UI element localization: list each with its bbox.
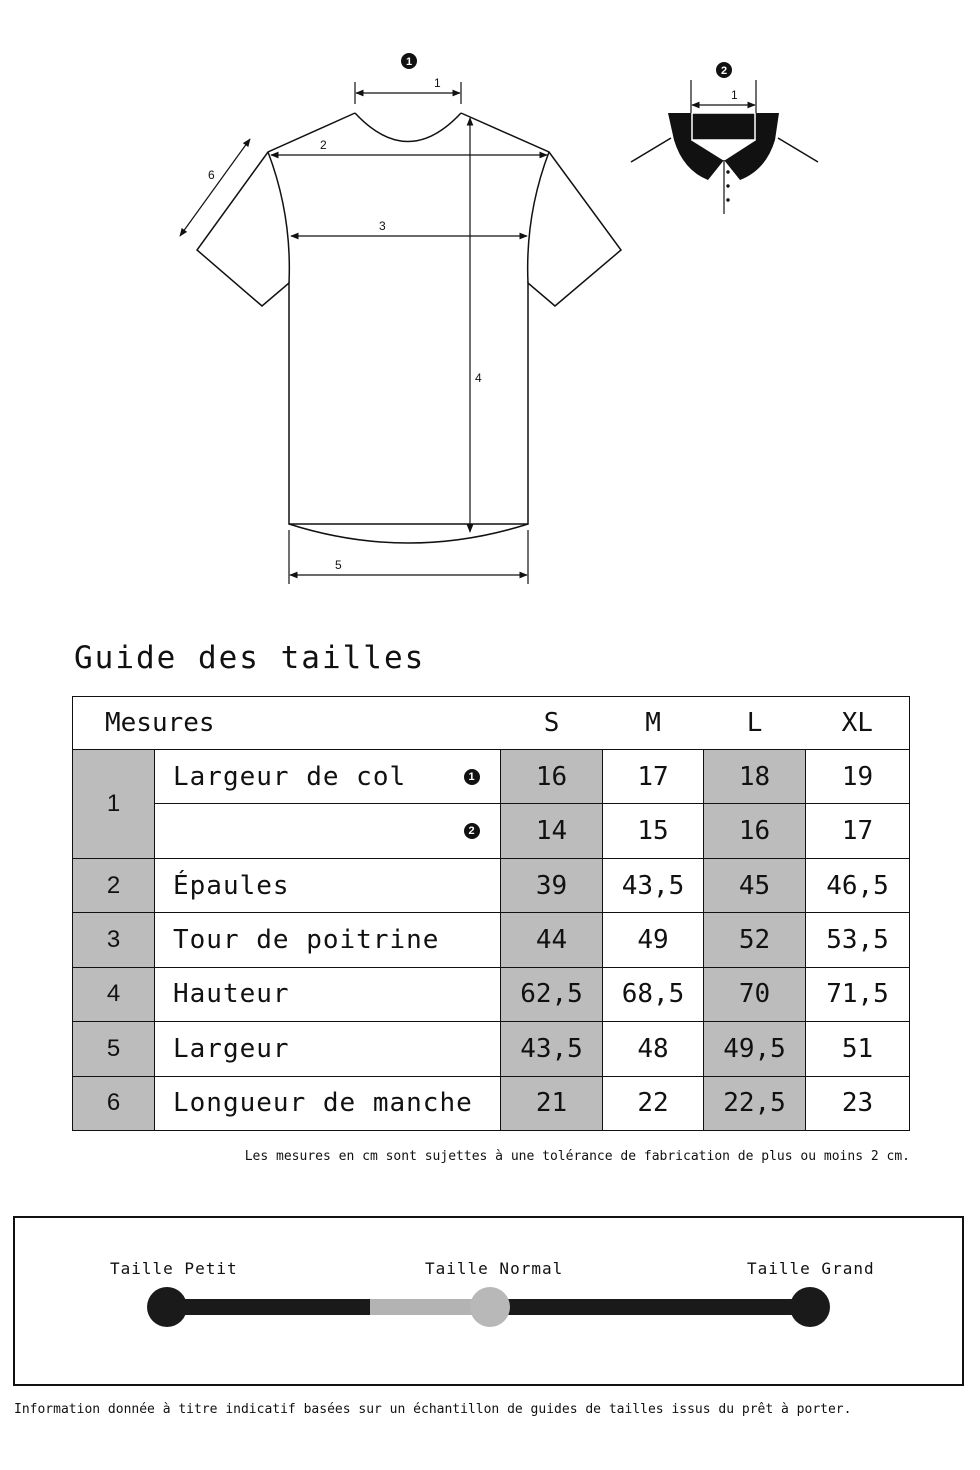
dim-label-4: 4 <box>475 371 482 385</box>
header-size-xl: XL <box>806 697 910 750</box>
value-xl: 71,5 <box>806 967 910 1021</box>
fit-label-small: Taille Petit <box>110 1259 238 1278</box>
value-xl: 53,5 <box>806 913 910 967</box>
value-s: 16 <box>501 750 603 804</box>
table-row <box>73 967 910 1021</box>
value-xl: 23 <box>806 1076 910 1130</box>
table-row <box>73 1022 910 1076</box>
svg-text:2: 2 <box>720 65 728 77</box>
table-row <box>73 750 910 804</box>
value-s: 43,5 <box>501 1022 603 1076</box>
table-row <box>73 913 910 967</box>
fit-scale-track-left <box>167 1299 370 1315</box>
row-label: Tour de poitrine <box>155 913 501 967</box>
row-index: 2 <box>73 858 155 912</box>
size-table <box>72 696 910 1131</box>
value-m: 22 <box>603 1076 704 1130</box>
dim-label-2: 2 <box>320 138 327 152</box>
table-row <box>73 804 910 858</box>
row-index: 6 <box>73 1076 155 1130</box>
fit-label-normal: Taille Normal <box>425 1259 564 1278</box>
value-l: 52 <box>704 913 806 967</box>
row-label: Hauteur <box>155 967 501 1021</box>
dim-label-5: 5 <box>335 558 342 572</box>
value-l: 49,5 <box>704 1022 806 1076</box>
value-l: 22,5 <box>704 1076 806 1130</box>
value-s: 44 <box>501 913 603 967</box>
fit-label-large: Taille Grand <box>747 1259 875 1278</box>
collar-detail <box>631 80 818 214</box>
collar-badge <box>716 62 732 78</box>
header-size-m: M <box>603 697 704 750</box>
fit-knob-large <box>790 1287 830 1327</box>
row-index: 1 <box>73 750 155 859</box>
value-s: 21 <box>501 1076 603 1130</box>
header-measures: Mesures <box>73 697 501 750</box>
value-xl: 46,5 <box>806 858 910 912</box>
fit-knob-normal-selected <box>470 1287 510 1327</box>
value-m: 15 <box>603 804 704 858</box>
tshirt-outline <box>197 113 621 543</box>
tshirt-badge <box>401 53 417 69</box>
value-s: 14 <box>501 804 603 858</box>
value-xl: 19 <box>806 750 910 804</box>
header-size-l: L <box>704 697 806 750</box>
value-s: 39 <box>501 858 603 912</box>
row-label <box>155 804 501 858</box>
row-label: Épaules <box>155 858 501 912</box>
tolerance-note: Les mesures en cm sont sujettes à une tolérance de fabrication de plus ou moins 2 cm. <box>244 1149 910 1164</box>
header-size-s: S <box>501 697 603 750</box>
size-guide-title: Guide des tailles <box>74 640 426 676</box>
value-s: 62,5 <box>501 967 603 1021</box>
dim-label-6: 6 <box>208 168 215 182</box>
value-l: 70 <box>704 967 806 1021</box>
footer-disclaimer: Information donnée à titre indicatif basées sur un échantillon de guides de tailles issus du prêt à porter. <box>14 1402 852 1417</box>
value-m: 17 <box>603 750 704 804</box>
value-m: 48 <box>603 1022 704 1076</box>
value-m: 43,5 <box>603 858 704 912</box>
collar-badge-2: 2 <box>464 823 480 839</box>
row-index: 3 <box>73 913 155 967</box>
table-header-row <box>73 697 910 750</box>
value-m: 49 <box>603 913 704 967</box>
row-label: Longueur de manche <box>155 1076 501 1130</box>
value-xl: 17 <box>806 804 910 858</box>
measurement-arrows <box>180 82 547 584</box>
collar-dim-label: 1 <box>731 88 738 102</box>
dim-label-1: 1 <box>434 76 441 90</box>
dim-label-3: 3 <box>379 219 386 233</box>
value-l: 18 <box>704 750 806 804</box>
row-label: Largeur <box>155 1022 501 1076</box>
value-l: 45 <box>704 858 806 912</box>
row-index: 4 <box>73 967 155 1021</box>
tshirt-measurement-diagram <box>0 0 980 620</box>
collar-badge-1: 1 <box>464 769 480 785</box>
fit-scale-track-right <box>490 1299 810 1315</box>
row-label <box>155 750 501 804</box>
value-xl: 51 <box>806 1022 910 1076</box>
row-index: 5 <box>73 1022 155 1076</box>
fit-knob-small <box>147 1287 187 1327</box>
row-label-text: Largeur de col <box>173 761 407 792</box>
svg-text:1: 1 <box>405 56 413 68</box>
table-row <box>73 1076 910 1130</box>
value-m: 68,5 <box>603 967 704 1021</box>
table-row <box>73 858 910 912</box>
value-l: 16 <box>704 804 806 858</box>
